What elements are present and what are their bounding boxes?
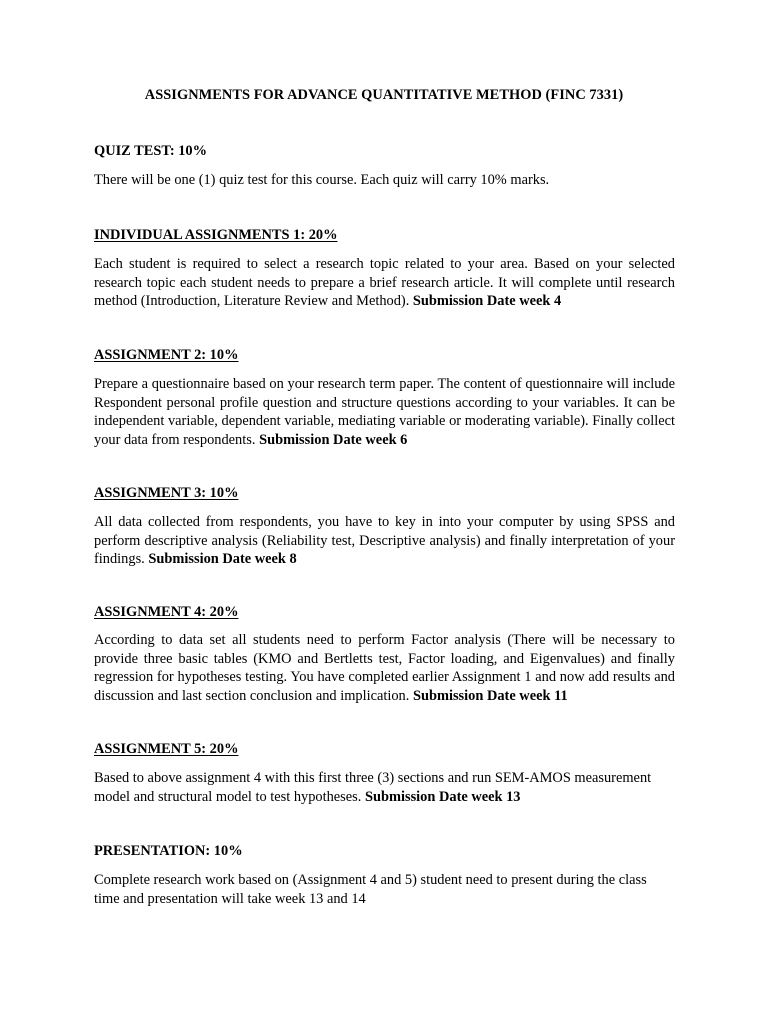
submission-date: Submission Date week 8 <box>148 551 297 567</box>
section-heading-presentation: PRESENTATION: 10% <box>94 843 243 859</box>
submission-date: Submission Date week 11 <box>412 687 568 704</box>
submission-date: Submission Date week 6 <box>259 431 408 448</box>
section-body-text: Each student is required to select a research topic related to your area. Based on your selected research topic each student needs to prepare a brief research article. It will complete until research method (Introduction, Literature Review and Method). <box>94 256 675 309</box>
section-heading-assignment-5: ASSIGNMENT 5: 20% <box>94 741 239 757</box>
document-title: ASSIGNMENTS FOR ADVANCE QUANTITATIVE METHOD (FINC 7331) <box>144 87 624 103</box>
section-heading-quiz: QUIZ TEST: 10% <box>94 143 208 159</box>
section-body-assignment-5 <box>94 769 654 806</box>
section-heading-assignment-2: ASSIGNMENT 2: 10% <box>94 347 239 363</box>
section-body-text: There will be one (1) quiz test for this course. Each quiz will carry 10% marks. <box>94 172 550 188</box>
section-body-text: Prepare a questionnaire based on your research term paper. The content of questionnaire will include Respondent personal profile question and structure questions according to your variables. It can be independent variable, dependent variable, mediating variable or moderating variable). Finally collect your data from respondents. <box>94 376 675 448</box>
section-heading-assignment-1: INDIVIDUAL ASSIGNMENTS 1: 20% <box>94 227 338 243</box>
section-body-text: Based to above assignment 4 with this first three (3) sections and run SEM-AMOS measurement model and structural model to test hypotheses. <box>94 770 652 805</box>
section-body-text: According to data set all students need to perform Factor analysis (There will be necessary to provide three basic tables (KMO and Bertletts test, Factor loading, and Eigenvalues) and finally regression for hypotheses testing. You have completed earlier Assignment 1 and now add results and discussion and last section conclusion and implication. <box>94 632 675 704</box>
section-heading-assignment-3: ASSIGNMENT 3: 10% <box>94 485 239 501</box>
section-body-assignment-3 <box>94 513 675 569</box>
section-body-text: Complete research work based on (Assignment 4 and 5) student need to present during the class time and presentation will take week 13 and 14 <box>94 872 647 907</box>
section-heading-assignment-4: ASSIGNMENT 4: 20% <box>94 604 239 620</box>
submission-date: Submission Date week 4 <box>412 293 562 309</box>
section-body-presentation <box>94 871 664 908</box>
section-body-text: All data collected from respondents, you have to key in into your computer by using SPSS and perform descriptive analysis (Reliability test, Descriptive analysis) and finally interpretation of your findings. <box>94 514 675 567</box>
submission-date: Submission Date week 13 <box>364 788 521 805</box>
section-body-assignment-2 <box>94 375 675 449</box>
section-body-assignment-4 <box>94 631 675 705</box>
section-body-assignment-1 <box>94 255 675 311</box>
section-body-quiz <box>94 171 675 190</box>
